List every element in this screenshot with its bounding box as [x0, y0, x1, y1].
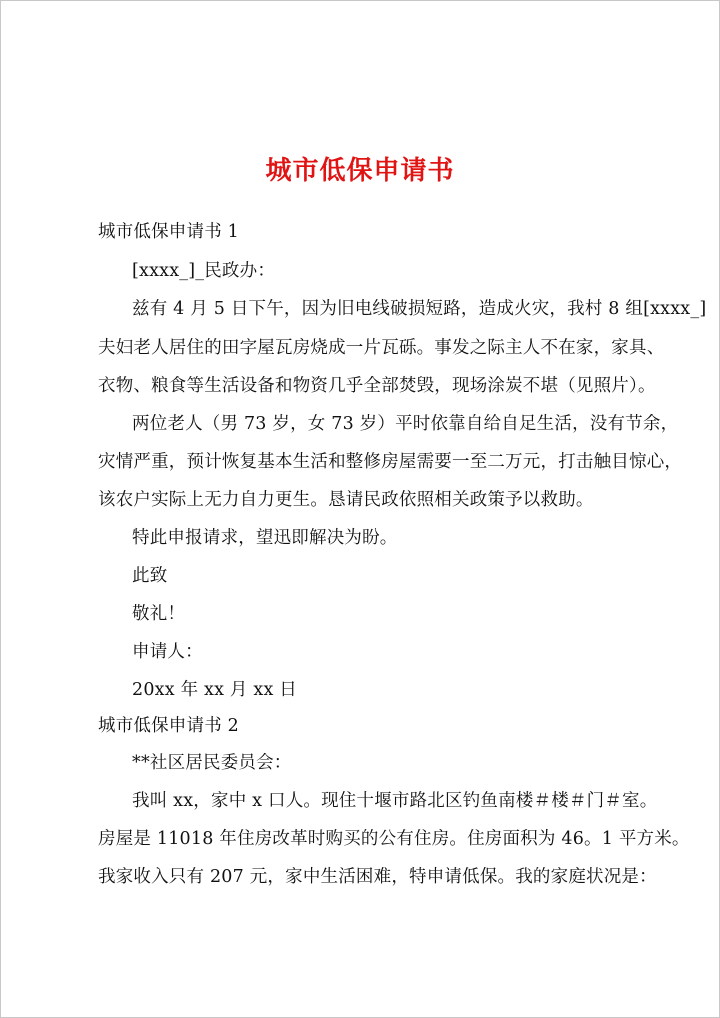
date-line: 20xx 年 xx 月 xx 日	[132, 680, 297, 700]
paragraph-line: 房屋是 11018 年住房改革时购买的公有住房。住房面积为 46。1 平方米。	[98, 829, 690, 849]
paragraph-line: 两位老人（男 73 岁，女 73 岁）平时依靠自给自足生活，没有节余，	[132, 414, 679, 434]
section-heading: 城市低保申请书 1	[98, 222, 239, 242]
applicant-label: 申请人：	[132, 642, 203, 662]
closing-line: 敬礼！	[132, 604, 186, 624]
paragraph-line: 我叫 xx，家中 x 口人。现住十堰市路北区钓鱼南楼＃楼＃门＃室。	[132, 791, 658, 811]
section-heading: 城市低保申请书 2	[98, 716, 239, 736]
salutation: **社区居民委员会：	[132, 753, 292, 773]
paragraph-line: 灾情严重，预计恢复基本生活和整修房屋需要一至二万元，打击触目惊心，	[98, 452, 683, 472]
salutation: [xxxx_]_民政办：	[132, 261, 276, 281]
paragraph-line: 夫妇老人居住的田字屋瓦房烧成一片瓦砾。事发之际主人不在家，家具、	[98, 338, 665, 358]
document-title: 城市低保申请书	[265, 156, 455, 186]
paragraph-line: 我家收入只有 207 元，家中生活困难，特申请低保。我的家庭状况是：	[98, 867, 657, 887]
paragraph-line: 兹有 4 月 5 日下午，因为旧电线破损短路，造成火灾，我村 8 组[xxxx_]	[132, 299, 707, 319]
paragraph-line: 该农户实际上无力自力更生。恳请民政依照相关政策予以救助。	[98, 490, 594, 510]
paragraph-line: 特此申报请求，望迅即解决为盼。	[132, 528, 398, 548]
closing-line: 此致	[132, 566, 168, 586]
paragraph-line: 衣物、粮食等生活设备和物资几乎全部焚毁，现场涂炭不堪（见照片）。	[98, 376, 656, 396]
